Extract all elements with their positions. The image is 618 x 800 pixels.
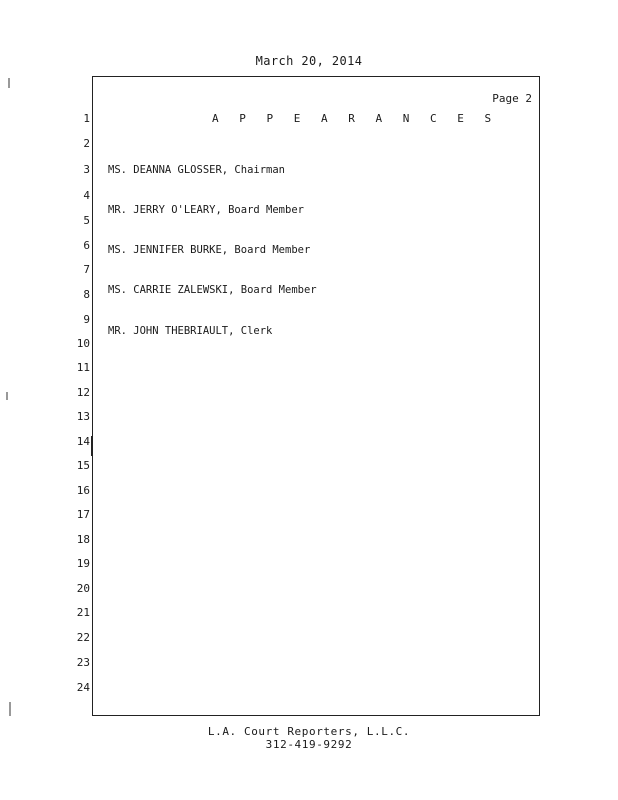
- line-number: 17: [76, 508, 90, 521]
- appearance-entry: MS. JENNIFER BURKE, Board Member: [108, 244, 311, 257]
- line-number: 24: [76, 681, 90, 694]
- appearance-entry: MS. CARRIE ZALEWSKI, Board Member: [108, 284, 317, 297]
- line-number: 5: [83, 214, 90, 227]
- line-number: 12: [76, 386, 90, 399]
- line-number: 15: [76, 459, 90, 472]
- appearance-entry: MR. JERRY O'LEARY, Board Member: [108, 204, 304, 217]
- line-number: 1: [83, 112, 90, 125]
- line-number: 11: [76, 361, 90, 374]
- header-date: March 20, 2014: [255, 54, 363, 68]
- scan-speck: [6, 392, 8, 400]
- footer: [0, 725, 618, 751]
- appearance-entry: MS. DEANNA GLOSSER, Chairman: [108, 163, 286, 176]
- appearances-heading: A P P E A R A N C E S: [212, 112, 499, 125]
- line-number: 8: [83, 288, 90, 301]
- line-number: 14: [76, 435, 90, 448]
- line-number: 2: [83, 137, 90, 150]
- scan-speck: [8, 78, 10, 88]
- line-number: 23: [76, 656, 90, 669]
- page-number: Page 2: [492, 92, 532, 105]
- line-number: 13: [76, 410, 90, 423]
- line-number: 9: [83, 313, 90, 326]
- line-number: 16: [76, 484, 90, 497]
- footer-phone: 312-419-9292: [265, 738, 353, 751]
- appearances-list: [108, 137, 317, 352]
- footer-company: L.A. Court Reporters, L.L.C.: [207, 725, 411, 738]
- scan-speck: [9, 702, 11, 716]
- scan-speck: [91, 436, 93, 456]
- line-number: 18: [76, 533, 90, 546]
- line-number: 21: [76, 606, 90, 619]
- line-number: 20: [76, 582, 90, 595]
- line-number: 3: [83, 163, 90, 176]
- line-number: 6: [83, 239, 90, 252]
- line-number: 22: [76, 631, 90, 644]
- line-number: 7: [83, 263, 90, 276]
- appearance-entry: MR. JOHN THEBRIAULT, Clerk: [108, 324, 273, 337]
- line-number: 19: [76, 557, 90, 570]
- line-number: 4: [83, 189, 90, 202]
- line-number: 10: [76, 337, 90, 350]
